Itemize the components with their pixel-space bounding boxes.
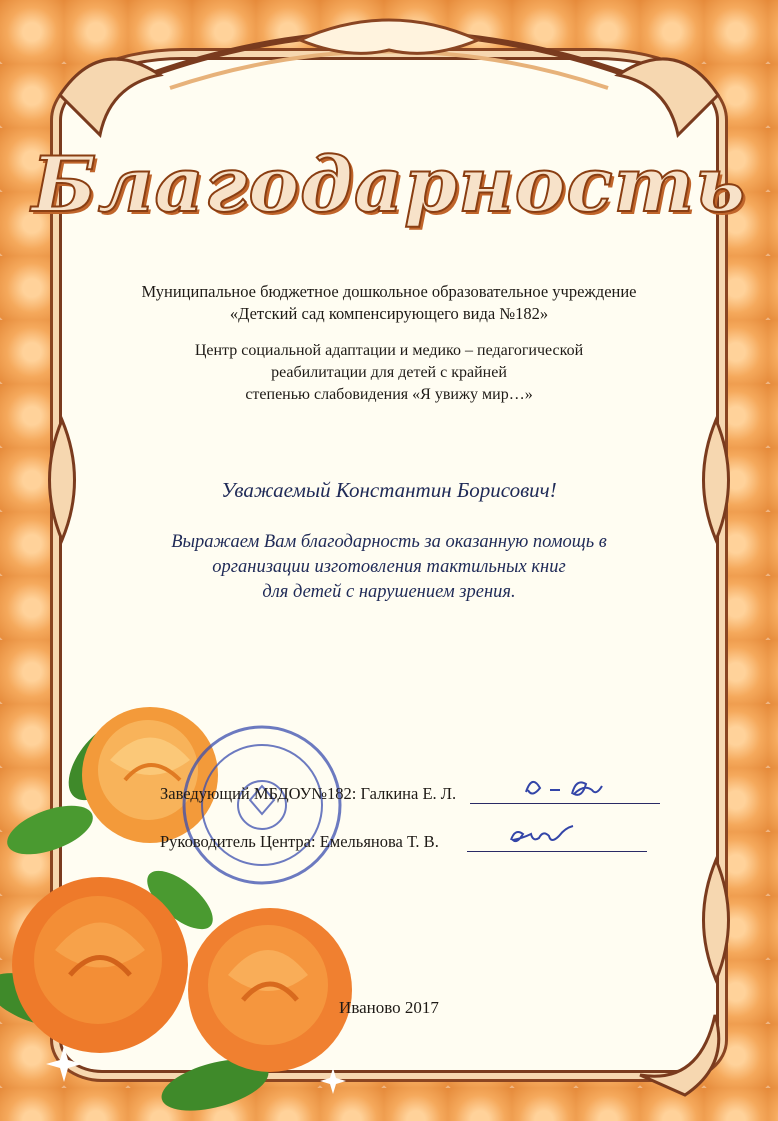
head-signer: Заведующий МБДОУ№182: Галкина Е. Л. [160, 784, 457, 803]
organization-line-2: «Детский сад компенсирующего вида №182» [229, 304, 549, 323]
center-line-3: степенью слабовидения «Я увижу мир…» [245, 386, 533, 403]
organization-line-1: Муниципальное бюджетное дошкольное образовательное учреждение [141, 282, 637, 301]
director-signer: Руководитель Центра: Емельянова Т. В. [160, 832, 439, 851]
greeting: Уважаемый Константин Борисович! [221, 478, 557, 502]
roses-bouquet [0, 707, 352, 1120]
handwritten-signature-head [520, 772, 630, 802]
center-line-1: Центр социальной адаптации и медико – педагогической [194, 342, 584, 359]
certificate-title: Благодарность [31, 140, 747, 229]
message-line-1: Выражаем Вам благодарность за оказанную помощь в [171, 532, 607, 552]
thanks-message [0, 530, 778, 605]
handwritten-signature-director [505, 820, 595, 850]
center-name [0, 340, 778, 406]
message-line-3: для детей с нарушением зрения. [262, 582, 516, 602]
center-line-2: реабилитации для детей с крайней [271, 364, 507, 381]
message-line-2: организации изготовления тактильных книг [212, 557, 566, 577]
organization-name [0, 281, 778, 325]
city-and-year: Иваново 2017 [339, 998, 439, 1017]
